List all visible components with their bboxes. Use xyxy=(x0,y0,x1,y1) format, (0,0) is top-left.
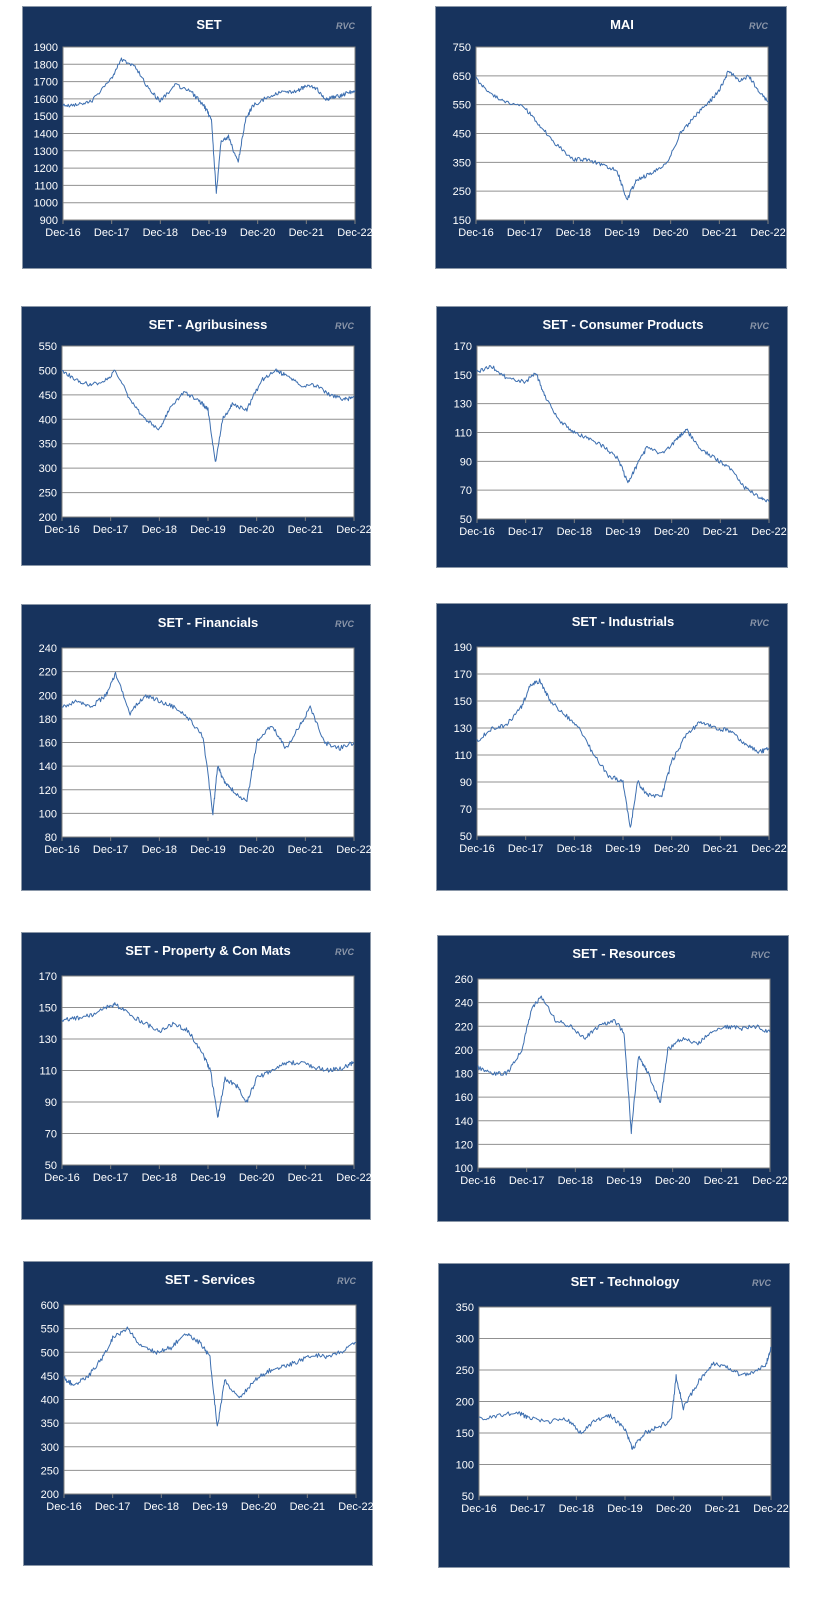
chart-panel-9 xyxy=(438,1263,790,1568)
chart-title: SET - Services xyxy=(164,1272,256,1287)
chart-svg xyxy=(22,307,372,567)
watermark-label: RVC xyxy=(751,1278,771,1288)
y-tick-label: 350 xyxy=(40,1418,59,1431)
x-tick-label: Dec-21 xyxy=(702,526,739,538)
chart-title: SET - Consumer Products xyxy=(542,317,704,332)
y-tick-label: 550 xyxy=(40,1323,59,1336)
chart-svg xyxy=(23,7,373,270)
chart-svg xyxy=(439,1264,791,1569)
chart-panel-7 xyxy=(437,935,789,1222)
y-tick-label: 100 xyxy=(38,808,57,821)
x-tick-label: Dec-20 xyxy=(654,1175,691,1187)
y-tick-label: 900 xyxy=(39,215,58,227)
x-tick-label: Dec-22 xyxy=(751,843,787,855)
x-tick-label: Dec-19 xyxy=(190,844,226,856)
y-tick-label: 1300 xyxy=(33,145,58,158)
x-tick-label: Dec-21 xyxy=(287,844,324,856)
chart-svg xyxy=(437,307,789,569)
x-tick-label: Dec-21 xyxy=(289,1501,326,1513)
x-tick-label: Dec-22 xyxy=(750,227,786,239)
y-tick-label: 250 xyxy=(40,1465,59,1478)
x-tick-label: Dec-16 xyxy=(46,1501,82,1513)
x-tick-label: Dec-19 xyxy=(191,227,227,239)
chart-panel-5 xyxy=(436,603,788,891)
x-tick-label: Dec-21 xyxy=(703,1175,740,1187)
chart-svg xyxy=(437,604,789,892)
y-tick-label: 200 xyxy=(38,512,57,524)
watermark-label: RVC xyxy=(334,619,354,629)
x-tick-label: Dec-20 xyxy=(238,844,275,856)
y-tick-label: 1000 xyxy=(33,197,58,210)
y-tick-label: 450 xyxy=(40,1370,59,1383)
y-tick-label: 550 xyxy=(38,341,57,353)
x-tick-label: Dec-21 xyxy=(287,524,324,536)
y-tick-label: 140 xyxy=(38,761,57,774)
y-tick-label: 170 xyxy=(453,669,472,681)
y-tick-label: 150 xyxy=(453,369,472,382)
x-tick-label: Dec-22 xyxy=(752,1175,788,1187)
chart-title: SET - Agribusiness xyxy=(148,317,268,332)
x-tick-label: Dec-21 xyxy=(701,227,738,239)
x-tick-label: Dec-20 xyxy=(653,843,690,855)
x-tick-label: Dec-19 xyxy=(190,524,226,536)
y-tick-label: 500 xyxy=(38,365,57,378)
y-tick-label: 90 xyxy=(44,1097,57,1109)
y-tick-label: 140 xyxy=(454,1115,473,1128)
y-tick-label: 170 xyxy=(38,971,57,983)
x-tick-label: Dec-22 xyxy=(336,844,372,856)
y-tick-label: 1400 xyxy=(33,128,58,141)
y-tick-label: 150 xyxy=(452,215,471,227)
y-tick-label: 80 xyxy=(44,832,57,844)
y-tick-label: 450 xyxy=(38,389,57,402)
y-tick-label: 300 xyxy=(38,463,57,476)
y-tick-label: 200 xyxy=(454,1044,473,1057)
x-tick-label: Dec-18 xyxy=(142,227,179,239)
chart-title: SET xyxy=(196,17,222,32)
chart-svg xyxy=(22,605,372,892)
y-tick-label: 650 xyxy=(452,70,471,83)
x-tick-label: Dec-22 xyxy=(751,526,787,538)
y-tick-label: 90 xyxy=(459,456,472,469)
plot-area xyxy=(62,346,354,517)
x-tick-label: Dec-20 xyxy=(655,1503,692,1515)
chart-title: SET - Technology xyxy=(570,1274,680,1289)
y-tick-label: 50 xyxy=(44,1160,57,1172)
x-tick-label: Dec-20 xyxy=(653,526,690,538)
x-tick-label: Dec-17 xyxy=(509,1503,546,1515)
x-tick-label: Dec-16 xyxy=(44,1172,80,1184)
x-tick-label: Dec-16 xyxy=(44,524,80,536)
x-tick-label: Dec-16 xyxy=(460,1175,496,1187)
x-tick-label: Dec-21 xyxy=(702,843,739,855)
y-tick-label: 170 xyxy=(453,341,472,353)
y-tick-label: 1200 xyxy=(33,163,58,176)
x-tick-label: Dec-17 xyxy=(507,843,544,855)
x-tick-label: Dec-22 xyxy=(336,1172,372,1184)
plot-area xyxy=(477,647,769,836)
y-tick-label: 120 xyxy=(38,784,57,797)
chart-panel-4 xyxy=(21,604,371,891)
chart-title: SET - Resources xyxy=(572,946,676,961)
chart-svg xyxy=(438,936,790,1223)
x-tick-label: Dec-18 xyxy=(556,526,593,538)
y-tick-label: 1700 xyxy=(33,76,58,89)
x-tick-label: Dec-21 xyxy=(288,227,325,239)
y-tick-label: 240 xyxy=(38,643,57,655)
x-tick-label: Dec-19 xyxy=(605,526,641,538)
y-tick-label: 70 xyxy=(459,485,472,498)
x-tick-label: Dec-17 xyxy=(506,227,543,239)
x-tick-label: Dec-20 xyxy=(238,524,275,536)
y-tick-label: 180 xyxy=(38,713,57,726)
y-tick-label: 70 xyxy=(459,804,472,816)
y-tick-label: 110 xyxy=(454,427,472,440)
x-tick-label: Dec-20 xyxy=(238,1172,275,1184)
y-tick-label: 350 xyxy=(38,438,57,451)
x-tick-label: Dec-18 xyxy=(558,1503,595,1515)
x-tick-label: Dec-19 xyxy=(606,1175,642,1187)
watermark-label: RVC xyxy=(750,950,770,960)
y-tick-label: 160 xyxy=(38,737,57,750)
chart-panel-8 xyxy=(23,1261,373,1566)
watermark-label: RVC xyxy=(334,321,354,331)
chart-panel-0 xyxy=(22,6,372,269)
x-tick-label: Dec-17 xyxy=(94,1501,131,1513)
chart-svg xyxy=(22,933,372,1221)
y-tick-label: 150 xyxy=(38,1002,57,1015)
y-tick-label: 180 xyxy=(454,1068,473,1081)
x-tick-label: Dec-18 xyxy=(141,844,178,856)
x-tick-label: Dec-19 xyxy=(607,1503,643,1515)
chart-title: SET - Property & Con Mats xyxy=(125,943,291,958)
y-tick-label: 190 xyxy=(453,642,472,654)
y-tick-label: 150 xyxy=(453,696,472,708)
x-tick-label: Dec-17 xyxy=(92,524,129,536)
chart-panel-6 xyxy=(21,932,371,1220)
x-tick-label: Dec-19 xyxy=(604,227,640,239)
x-tick-label: Dec-20 xyxy=(239,227,276,239)
x-tick-label: Dec-19 xyxy=(190,1172,226,1184)
y-tick-label: 100 xyxy=(455,1459,474,1472)
x-tick-label: Dec-16 xyxy=(458,227,494,239)
y-tick-label: 200 xyxy=(455,1396,474,1409)
y-tick-label: 100 xyxy=(454,1163,473,1175)
x-tick-label: Dec-22 xyxy=(337,227,373,239)
y-tick-label: 1100 xyxy=(34,180,58,193)
x-tick-label: Dec-16 xyxy=(44,844,80,856)
x-tick-label: Dec-17 xyxy=(93,227,130,239)
x-tick-label: Dec-21 xyxy=(287,1172,324,1184)
y-tick-label: 300 xyxy=(40,1441,59,1454)
chart-title: SET - Industrials xyxy=(571,614,675,629)
x-tick-label: Dec-16 xyxy=(461,1503,497,1515)
y-tick-label: 130 xyxy=(453,723,472,735)
y-tick-label: 400 xyxy=(40,1394,59,1407)
y-tick-label: 50 xyxy=(461,1491,474,1503)
y-tick-label: 1800 xyxy=(33,59,58,72)
x-tick-label: Dec-17 xyxy=(92,844,129,856)
y-tick-label: 120 xyxy=(454,1139,473,1152)
y-tick-label: 160 xyxy=(454,1092,473,1105)
y-tick-label: 550 xyxy=(452,99,471,112)
y-tick-label: 600 xyxy=(40,1300,59,1312)
y-tick-label: 50 xyxy=(459,831,472,843)
x-tick-label: Dec-22 xyxy=(338,1501,374,1513)
x-tick-label: Dec-16 xyxy=(459,843,495,855)
y-tick-label: 350 xyxy=(452,157,471,170)
x-tick-label: Dec-16 xyxy=(459,526,495,538)
watermark-label: RVC xyxy=(749,618,769,628)
x-tick-label: Dec-22 xyxy=(753,1503,789,1515)
y-tick-label: 1600 xyxy=(33,93,58,106)
y-tick-label: 130 xyxy=(453,398,472,411)
chart-panel-2 xyxy=(21,306,371,566)
y-tick-label: 500 xyxy=(40,1347,59,1360)
x-tick-label: Dec-17 xyxy=(508,1175,545,1187)
y-tick-label: 220 xyxy=(38,666,57,679)
x-tick-label: Dec-18 xyxy=(141,1172,178,1184)
y-tick-label: 1900 xyxy=(33,42,58,54)
y-tick-label: 200 xyxy=(40,1489,59,1501)
x-tick-label: Dec-20 xyxy=(652,227,689,239)
y-tick-label: 220 xyxy=(454,1021,473,1034)
watermark-label: RVC xyxy=(335,21,355,31)
y-tick-label: 400 xyxy=(38,414,57,427)
chart-svg xyxy=(436,7,788,270)
y-tick-label: 300 xyxy=(455,1333,474,1346)
y-tick-label: 250 xyxy=(452,186,471,199)
x-tick-label: Dec-19 xyxy=(605,843,641,855)
chart-title: MAI xyxy=(610,17,634,32)
watermark-label: RVC xyxy=(334,947,354,957)
y-tick-label: 450 xyxy=(452,128,471,141)
chart-title: SET - Financials xyxy=(157,615,259,630)
y-tick-label: 90 xyxy=(459,777,472,789)
x-tick-label: Dec-19 xyxy=(192,1501,228,1513)
y-tick-label: 130 xyxy=(38,1034,57,1046)
x-tick-label: Dec-18 xyxy=(555,227,592,239)
y-tick-label: 70 xyxy=(44,1128,57,1141)
y-tick-label: 250 xyxy=(455,1365,474,1377)
chart-panel-3 xyxy=(436,306,788,568)
y-tick-label: 110 xyxy=(39,1065,57,1078)
watermark-label: RVC xyxy=(748,21,768,31)
y-tick-label: 250 xyxy=(38,487,57,500)
watermark-label: RVC xyxy=(749,321,769,331)
x-tick-label: Dec-18 xyxy=(557,1175,594,1187)
x-tick-label: Dec-18 xyxy=(141,524,178,536)
y-tick-label: 50 xyxy=(459,514,472,526)
x-tick-label: Dec-17 xyxy=(507,526,544,538)
x-tick-label: Dec-20 xyxy=(240,1501,277,1513)
x-tick-label: Dec-18 xyxy=(143,1501,180,1513)
chart-svg xyxy=(24,1262,374,1567)
y-tick-label: 200 xyxy=(38,690,57,703)
x-tick-label: Dec-22 xyxy=(336,524,372,536)
y-tick-label: 240 xyxy=(454,997,473,1010)
x-tick-label: Dec-21 xyxy=(704,1503,741,1515)
chart-panel-1 xyxy=(435,6,787,269)
x-tick-label: Dec-18 xyxy=(556,843,593,855)
y-tick-label: 110 xyxy=(454,750,472,762)
x-tick-label: Dec-16 xyxy=(45,227,81,239)
y-tick-label: 260 xyxy=(454,974,473,986)
y-tick-label: 350 xyxy=(455,1302,474,1314)
y-tick-label: 150 xyxy=(455,1428,474,1440)
y-tick-label: 750 xyxy=(452,42,471,54)
y-tick-label: 1500 xyxy=(33,111,58,124)
watermark-label: RVC xyxy=(336,1276,356,1286)
x-tick-label: Dec-17 xyxy=(92,1172,129,1184)
